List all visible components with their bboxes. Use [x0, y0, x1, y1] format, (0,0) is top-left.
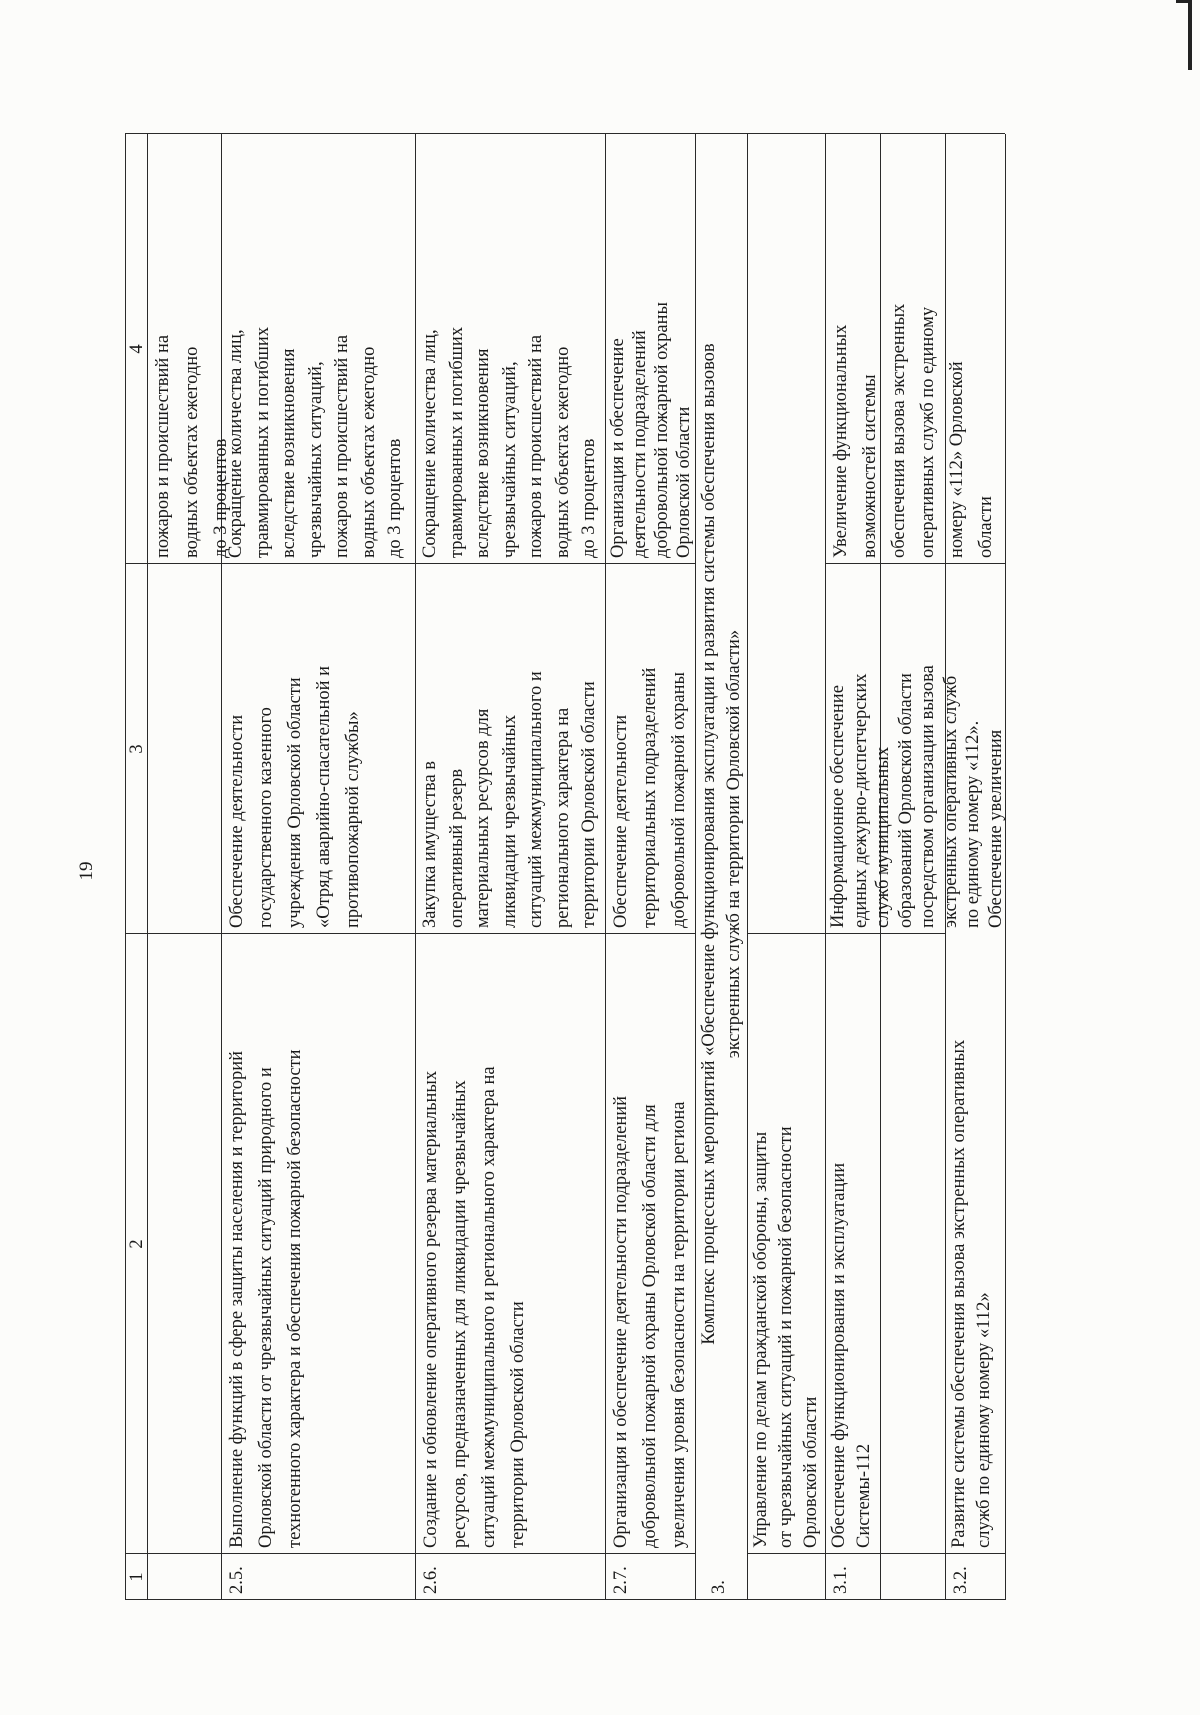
row-2-6-col4: Сокращение количества лиц, травмированных и погибших вследствие возникновения чрезвычайных ситуаций, пожаров и происшествий на водных объектах ежегодно до 3 процентов	[420, 326, 599, 558]
header-col3: 3	[127, 744, 147, 754]
row-2-5-num: 2.5.	[227, 1566, 247, 1594]
row-3-1-num: 3.1.	[831, 1566, 851, 1594]
table-line	[125, 1599, 1005, 1600]
row-2-7-num: 2.7.	[611, 1566, 631, 1594]
row-3-1-col4: Увеличение функциональных возможностей системы обеспечения вызова экстренных оперативных служб по единому номеру «112» Орловской области	[831, 303, 996, 558]
row-2-6-col3: Закупка имущества в оперативный резерв материальных ресурсов для ликвидации чрезвычайных ситуаций межмуниципального и регионального характера на территории Орловской области	[420, 671, 599, 928]
row-2-7-col4: Организация и обеспечение деятельности подразделений добровольной пожарной охраны Орловской области	[608, 302, 694, 558]
rotated-table	[125, 100, 1115, 1600]
responsible-col2: Управление по делам гражданской обороны, защиты от чрезвычайных ситуаций и пожарной безопасности Орловской области	[751, 1126, 821, 1548]
section-3-num: 3.	[709, 1580, 729, 1594]
row-3-1-col3: Информационное обеспечение единых дежурно-диспетчерских служб муниципальных образований Орловской области посредством организации вызова экстренных оперативных служб по единому номеру «112». Обеспечение увеличения	[828, 665, 1006, 928]
row-2-6-num: 2.6.	[421, 1566, 441, 1594]
header-col1: 1	[127, 1572, 147, 1582]
row-2-7-col2: Организация и обеспечение деятельности подразделений добровольной пожарной охраны Орловской области для увеличения уровня безопасности на территории региона	[611, 1095, 689, 1548]
row-3-2-col2: Развитие системы обеспечения вызова экстренных оперативных служб по единому номеру «112»	[949, 1039, 994, 1548]
row-2-5-col2: Выполнение функций в сфере защиты населения и территорий Орловской области от чрезвычайных ситуаций природного и техногенного характера и обеспечения пожарной безопасности	[227, 1049, 305, 1548]
scan-edge-mark	[1176, 0, 1192, 3]
header-col4: 4	[127, 344, 147, 354]
row-2-5-col4: Сокращение количества лиц, травмированных и погибших вследствие возникновения чрезвычайных ситуаций, пожаров и происшествий на водных объектах ежегодно до 3 процентов	[226, 326, 405, 558]
header-col2: 2	[127, 1239, 147, 1249]
scan-edge-mark	[1188, 0, 1192, 70]
page-number: 19	[76, 861, 97, 881]
row-2-6-col2: Создание и обновление оперативного резерва материальных ресурсов, предназначенных для ликвидации чрезвычайных ситуаций межмуниципального и регионального характера на территории Орловской области	[421, 1066, 528, 1548]
row-2-7-col3: Обеспечение деятельности территориальных подразделений добровольной пожарной охраны	[611, 667, 689, 928]
continuation-col4: пожаров и происшествий на водных объектах ежегодно до 3 процентов	[153, 334, 231, 558]
section-3-title: Комплекс процессных мероприятий «Обеспечение функционирования эксплуатации и развития системы обеспечения вызовов экстренных служб на территории Орловской области»	[699, 343, 744, 1345]
row-2-5-col3: Обеспечение деятельности государственного казенного учреждения Орловской области «Отряд аварийно-спасательной и противопожарной службы»	[227, 665, 363, 928]
table-line	[125, 133, 1005, 134]
row-3-1-col2: Обеспечение функционирования и эксплуатации Системы-112	[829, 1162, 874, 1548]
row-3-2-num: 3.2.	[951, 1566, 971, 1594]
